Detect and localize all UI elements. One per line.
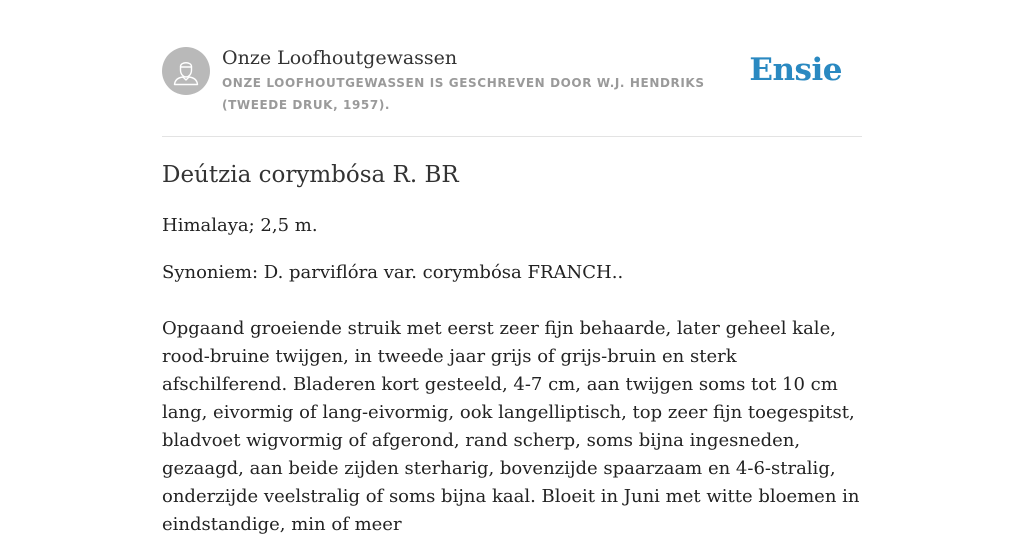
entry-description: Opgaand groeiende struik met eerst zeer fijn behaarde, later geheel kale, rood-bruine twijgen, in tweede jaar grijs of grijs-bruin en sterk afschilferend. Bladeren kort gesteeld, 4-7 cm, aan twijgen soms tot 10 cm lang, eivormig of lang-eivormig, ook langelliptisch, top zeer fijn toegespitst, bladvoet wigvormig of afgerond, rand scherp, soms bijna ingesneden, gezaagd, aan beide zijden sterharig, bovenzijde spaarzaam en 4-6-stralig, onderzijde veelstralig of soms bijna kaal. Bloeit in Juni met witte bloemen in eindstandige, min of meer [162, 318, 860, 535]
user-icon [162, 47, 210, 95]
entry-origin: Himalaya; 2,5 m. [162, 215, 318, 236]
publication-header [162, 46, 862, 137]
entry-content [162, 157, 862, 539]
ensie-logo[interactable]: Ensie [749, 52, 842, 88]
publication-description: ONZE LOOFHOUTGEWASSEN IS GESCHREVEN DOOR W.J. HENDRIKS (TWEEDE DRUK, 1957). [222, 76, 705, 112]
entry-synonym: Synoniem: D. parviflóra var. corymbósa FRANCH.. [162, 262, 624, 283]
entry-title: Deútzia corymbósa R. BR [162, 162, 459, 188]
publication-title[interactable]: Onze Loofhoutgewassen [222, 47, 458, 69]
author-avatar[interactable] [162, 47, 210, 95]
